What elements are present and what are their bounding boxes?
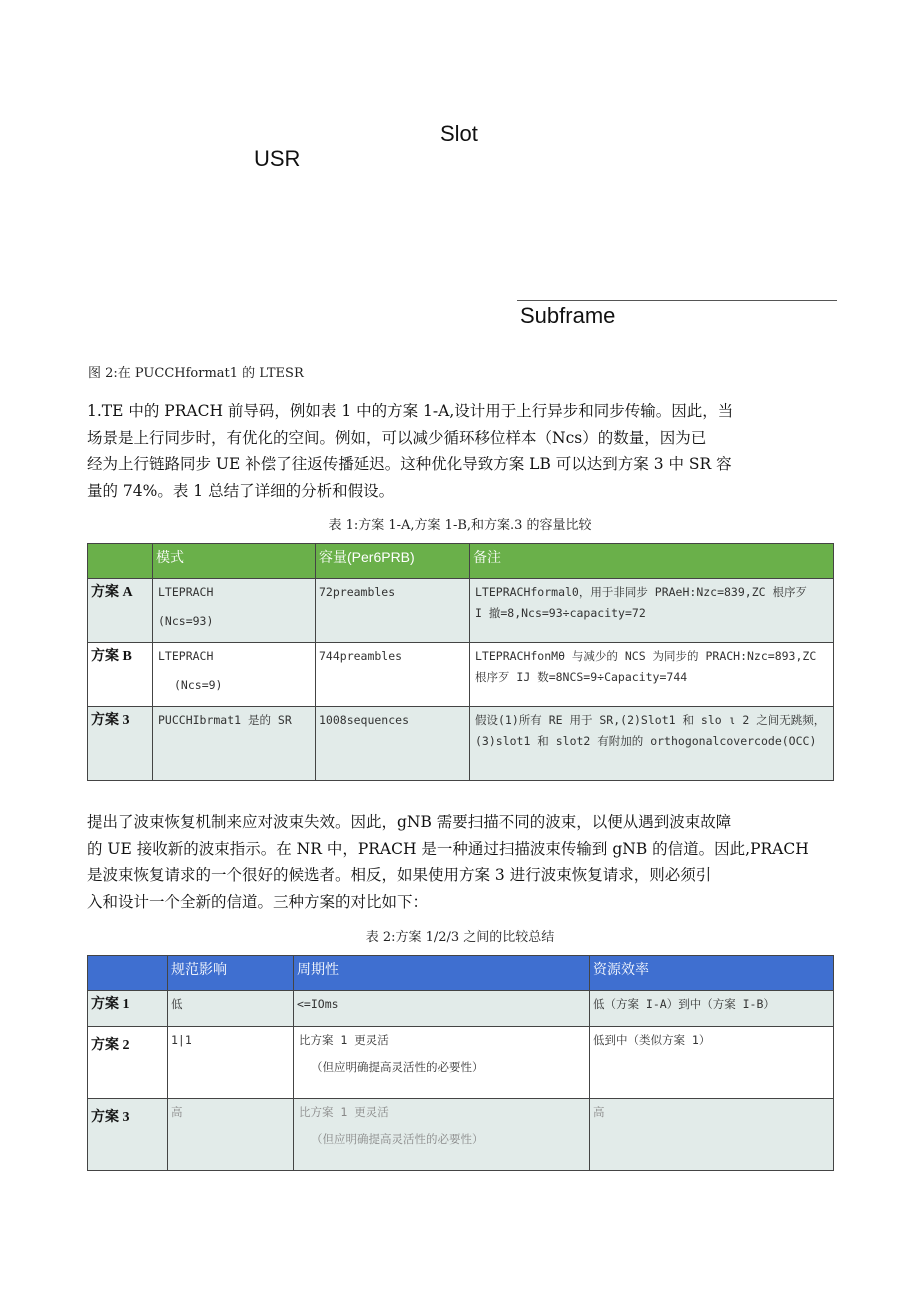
note-line: LTEPRACHfonMθ 与减少的 NCS 为同步的 PRACH:Nzc=893,ZC xyxy=(475,649,817,663)
note-line: 根序歹 IJ 数=8NCS=9÷Capacity=744 xyxy=(475,670,688,684)
period-subtext: （但应明确提高灵活性的必要性） xyxy=(311,1132,484,1146)
row-label: 方案 B xyxy=(88,643,153,707)
paragraph-2-line: 提出了波束恢复机制来应对波束失效。因此，gNB 需要扫描不同的波束，以便从遇到波束故障 xyxy=(87,813,732,831)
row-label: 方案 2 xyxy=(88,1027,168,1099)
impact-cell: 高 xyxy=(168,1099,294,1171)
note-line: I 撤=8,Ncs=93÷capacity=72 xyxy=(475,606,646,620)
paragraph-2 xyxy=(87,809,837,915)
paragraph-2-line: 是波束恢复请求的一个很好的候选者。相反，如果使用方案 3 进行波束恢复请求，则必须引 xyxy=(87,866,712,884)
period-cell xyxy=(294,1099,590,1171)
period-subtext: （但应明确提高灵活性的必要性） xyxy=(311,1060,484,1074)
note-cell xyxy=(470,643,834,707)
note-cell xyxy=(470,707,834,781)
table-1-header-capacity: 容量(Per6PRB) xyxy=(316,544,470,579)
note-line: (3)slot1 和 slot2 有附加的 orthogonalcovercode(OCC) xyxy=(475,734,817,748)
note-cell xyxy=(470,579,834,643)
capacity-cell: 744preambles xyxy=(316,643,470,707)
period-cell: <=IOms xyxy=(294,991,590,1027)
row-label: 方案 3 xyxy=(88,1099,168,1171)
row-label: 方案 A xyxy=(88,579,153,643)
paragraph-1-line: 1.TE 中的 PRACH 前导码，例如表 1 中的方案 1-A,设计用于上行异步和同步传输。因此，当 xyxy=(87,402,734,420)
paragraph-1-line: 量的 74%。表 1 总结了详细的分析和假设。 xyxy=(87,481,395,500)
table-1-header-row xyxy=(88,544,834,579)
mode-cell xyxy=(153,579,316,643)
table-2-caption: 表 2:方案 1/2/3 之间的比较总结 xyxy=(365,930,555,945)
mode-text: PUCCHIbrmat1 是的 SR xyxy=(158,713,292,727)
figure-caption: 图 2:在 PUCCHformat1 的 LTESR xyxy=(88,366,304,381)
figure-label-subframe: Subframe xyxy=(520,303,616,328)
paragraph-2-line: 入和设计一个全新的信道。三种方案的对比如下： xyxy=(87,892,429,911)
capacity-cell: 72preambles xyxy=(316,579,470,643)
table-1-header-note: 备注 xyxy=(470,544,834,579)
period-text: 比方案 1 更灵活 xyxy=(299,1033,389,1047)
mode-text: LTEPRACH xyxy=(158,649,214,663)
note-line: LTEPRACHformal0，用于非同步 PRAeH:Nzc=839,ZC 根序歹 xyxy=(475,585,807,599)
mode-subtext: (Ncs=9) xyxy=(174,678,223,692)
mode-cell xyxy=(153,643,316,707)
table-row xyxy=(88,1027,834,1099)
impact-cell: 1|1 xyxy=(168,1027,294,1099)
figure-label-slot: Slot xyxy=(440,121,478,146)
table-row xyxy=(88,991,834,1027)
table-row xyxy=(88,1099,834,1171)
mode-cell xyxy=(153,707,316,781)
table-row xyxy=(88,579,834,643)
impact-cell: 低 xyxy=(168,991,294,1027)
mode-subtext: (Ncs=93) xyxy=(158,614,214,628)
table-1-header-mode: 模式 xyxy=(153,544,316,579)
period-text: 比方案 1 更灵活 xyxy=(299,1105,389,1119)
table-row xyxy=(88,643,834,707)
figure-divider xyxy=(517,300,837,301)
figure-label-usr: USR xyxy=(254,146,301,171)
table-2-header-impact: 规范影响 xyxy=(168,956,294,991)
table-1-header xyxy=(88,544,153,579)
table-1-caption: 表 1:方案 1-A,方案 1-B,和方案.3 的容量比较 xyxy=(328,518,592,533)
paragraph-1 xyxy=(87,398,837,504)
table-2-header-period: 周期性 xyxy=(294,956,590,991)
table-2-header-row xyxy=(88,956,834,991)
paragraph-2-line: 的 UE 接收新的波束指示。在 NR 中，PRACH 是一种通过扫描波束传输到 gNB 的信道。因此,PRACH xyxy=(87,839,809,858)
row-label: 方案 3 xyxy=(88,707,153,781)
note-line: 假设(1)所有 RE 用于 SR,(2)Slot1 和 slo ι 2 之间无跳频， xyxy=(475,713,826,727)
efficiency-cell: 低到中（类似方案 1） xyxy=(590,1027,834,1099)
capacity-cell: 1008sequences xyxy=(316,707,470,781)
period-cell xyxy=(294,1027,590,1099)
table-row xyxy=(88,707,834,781)
paragraph-1-line: 经为上行链路同步 UE 补偿了往返传播延迟。这种优化导致方案 LB 可以达到方案 3 中 SR 容 xyxy=(87,455,732,473)
paragraph-1-line: 场景是上行同步时，有优化的空间。例如，可以减少循环移位样本（Ncs）的数量，因为已 xyxy=(87,428,707,447)
efficiency-cell: 高 xyxy=(590,1099,834,1171)
table-2-header xyxy=(88,956,168,991)
table-1 xyxy=(87,543,834,781)
row-label: 方案 1 xyxy=(88,991,168,1027)
table-2 xyxy=(87,955,834,1171)
mode-text: LTEPRACH xyxy=(158,585,214,599)
table-2-header-efficiency: 资源效率 xyxy=(590,956,834,991)
efficiency-cell: 低（方案 I-A）到中（方案 I-B） xyxy=(590,991,834,1027)
